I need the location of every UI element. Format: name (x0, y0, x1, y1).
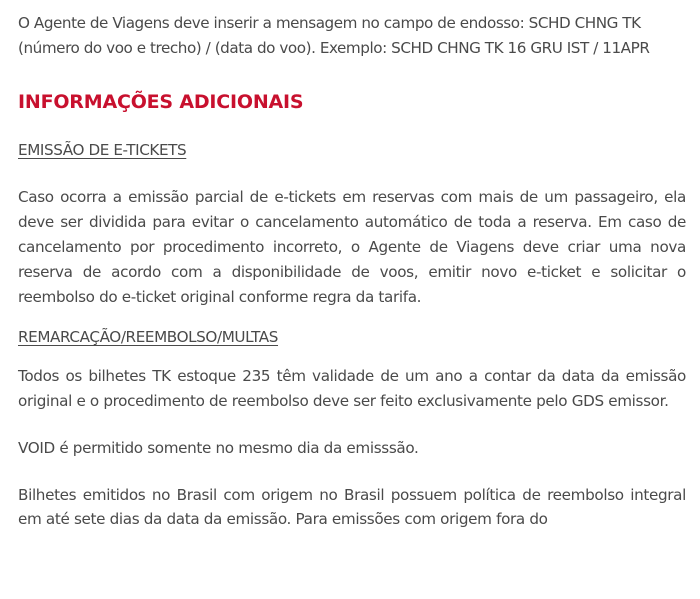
paragraph: Todos os bilhetes TK estoque 235 têm validade de um ano a contar da data da emissão original e o procedimento de reembolso deve ser feito exclusivamente pelo GDS emissor. (18, 367, 686, 410)
paragraph: VOID é permitido somente no mesmo dia da emisssão. (18, 438, 419, 457)
document-page (18, 0, 686, 532)
subsection-heading: REMARCAÇÃO/REEMBOLSO/MULTAS (18, 328, 279, 347)
paragraph: Caso ocorra a emissão parcial de e-tickets em reservas com mais de um passageiro, ela deve ser dividida para evitar o cancelamento automático de toda a reserva. Em caso de cancelamento por procedimento incorreto, o Agente de Viagens deve criar uma nova reserva de acordo com a disponibilidade de voos, emitir novo e-ticket e solicitar o reembolso do e-ticket original conforme regra da tarifa. (18, 188, 686, 306)
subsection-rebooking-refund (18, 325, 686, 532)
section-title: INFORMAÇÕES ADICIONAIS (18, 90, 304, 113)
endorsement-instruction: O Agente de Viagens deve inserir a mensagem no campo de endosso: SCHD CHNG TK (número do voo e trecho) / (data do voo). Exemplo: SCHD CHNG TK 16 GRU IST / 11APR (18, 14, 650, 57)
subsection-heading: EMISSÃO DE E-TICKETS (18, 140, 187, 159)
paragraph: Bilhetes emitidos no Brasil com origem no Brasil possuem política de reembolso integral em até sete dias da data da emissão. Para emissões com origem fora do (18, 485, 686, 529)
subsection-ticket-issuance (18, 138, 686, 310)
